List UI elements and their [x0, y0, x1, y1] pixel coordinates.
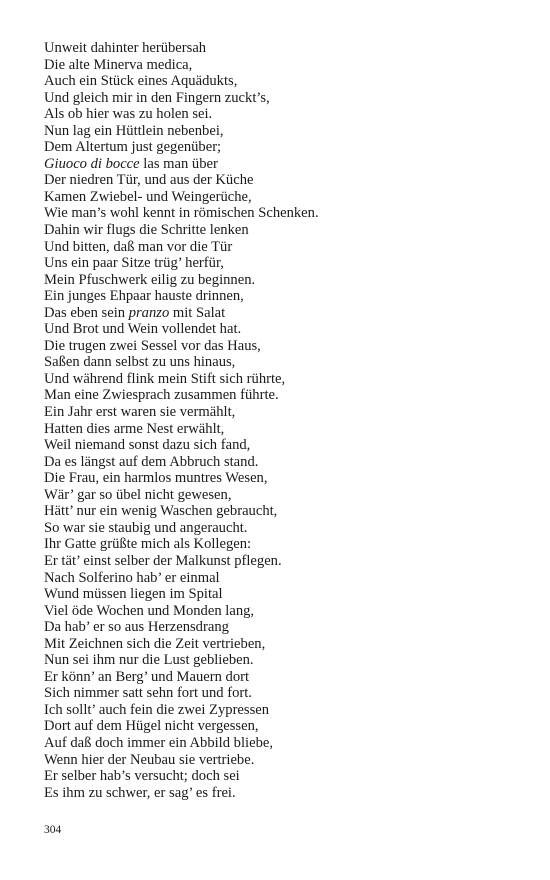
poem-line — [44, 553, 319, 570]
poem-line-segment: Mit Zeichnen sich die Zeit vertrieben, — [44, 635, 266, 652]
poem-line-segment: Auch ein Stück eines Aquädukts, — [44, 73, 238, 90]
poem-line-segment: Man eine Zwiesprach zusammen führte. — [44, 387, 279, 404]
poem-line-segment: Dahin wir flugs die Schritte lenken — [44, 222, 249, 239]
poem-line — [44, 603, 319, 620]
poem-line — [44, 255, 319, 272]
poem-line-segment: Kamen Zwiebel- und Weingerüche, — [44, 188, 252, 205]
poem-line-segment: Ich sollt’ auch fein die zwei Zypressen — [44, 701, 270, 718]
poem-line — [44, 487, 319, 504]
poem-line-segment: Als ob hier was zu holen sei. — [44, 106, 213, 123]
poem-line-segment: Unweit dahinter herübersah — [44, 40, 207, 56]
poem-line — [44, 354, 319, 371]
poem-line-segment: Saßen dann selbst zu uns hinaus, — [44, 354, 236, 371]
poem-line-segment: Er selber hab’s versucht; doch sei — [44, 768, 240, 785]
poem-line-segment: Es ihm zu schwer, er sag’ es frei. — [44, 784, 236, 801]
poem-line — [44, 702, 319, 719]
poem-line — [44, 636, 319, 653]
poem-line — [44, 437, 319, 454]
poem-line-segment: So war sie staubig und angeraucht. — [44, 519, 248, 536]
poem-line-segment: Die trugen zwei Sessel vor das Haus, — [44, 337, 261, 354]
poem-line-segment: Sich nimmer satt sehn fort und fort. — [44, 685, 252, 702]
poem-line-segment: Die Frau, ein harmlos muntres Wesen, — [44, 470, 268, 487]
poem-line-segment: Dort auf dem Hügel nicht vergessen, — [44, 718, 259, 735]
poem-line — [44, 536, 319, 553]
poem-line-segment: Ihr Gatte grüßte mich als Kollegen: — [44, 536, 252, 553]
poem-text — [44, 40, 319, 801]
poem-line-segment: Weil niemand sonst dazu sich fand, — [44, 437, 251, 454]
poem-line — [44, 503, 319, 520]
poem-line-segment: Auf daß doch immer ein Abbild bliebe, — [44, 734, 273, 751]
poem-line-segment: mit Salat — [169, 304, 226, 321]
poem-line-segment: Der niedren Tür, und aus der Küche — [44, 172, 254, 189]
poem-line-segment: Wär’ gar so übel nicht gewesen, — [44, 486, 232, 503]
poem-line — [44, 768, 319, 785]
poem-line-segment: Nach Solferino hab’ er einmal — [44, 569, 220, 586]
poem-line — [44, 652, 319, 669]
poem-line — [44, 371, 319, 388]
poem-line-segment: Er tät’ einst selber der Malkunst pflegen. — [44, 552, 282, 569]
poem-line — [44, 570, 319, 587]
poem-line — [44, 73, 319, 90]
poem-line-segment: Ein Jahr erst waren sie vermählt, — [44, 404, 236, 421]
poem-line-segment: Hätt’ nur ein wenig Waschen gebraucht, — [44, 503, 278, 520]
poem-line — [44, 321, 319, 338]
poem-line — [44, 90, 319, 107]
poem-line-segment: Mein Pfuschwerk eilig zu beginnen. — [44, 271, 256, 288]
poem-line-segment: las man über — [139, 155, 218, 172]
poem-line — [44, 338, 319, 355]
poem-line-segment: Wund müssen liegen im Spital — [44, 586, 223, 603]
poem-line-segment: Und bitten, daß man vor die Tür — [44, 238, 233, 255]
poem-line — [44, 421, 319, 438]
poem-line-segment: Da hab’ er so aus Herzensdrang — [44, 619, 229, 636]
poem-line — [44, 735, 319, 752]
poem-line — [44, 272, 319, 289]
poem-line — [44, 106, 319, 123]
poem-line-segment: Viel öde Wochen und Monden lang, — [44, 602, 255, 619]
poem-line — [44, 40, 319, 57]
poem-line-segment: Er könn’ an Berg’ und Mauern dort — [44, 668, 250, 685]
poem-line — [44, 685, 319, 702]
poem-line-italic-segment: pranzo — [128, 304, 170, 321]
poem-line-segment: Ein junges Ehpaar hauste drinnen, — [44, 288, 244, 305]
poem-line — [44, 752, 319, 769]
poem-line — [44, 470, 319, 487]
poem-line — [44, 239, 319, 256]
poem-line-segment: Das eben sein — [44, 304, 129, 321]
poem-line-segment: Da es längst auf dem Abbruch stand. — [44, 453, 259, 470]
poem-line — [44, 520, 319, 537]
poem-line — [44, 454, 319, 471]
poem-line-segment: Wie man’s wohl kennt in römischen Schenken. — [44, 205, 319, 222]
poem-line — [44, 222, 319, 239]
poem-line — [44, 205, 319, 222]
poem-line-segment: Und gleich mir in den Fingern zuckt’s, — [44, 89, 270, 106]
poem-line-segment: Nun sei ihm nur die Lust geblieben. — [44, 652, 254, 669]
poem-line-segment: Die alte Minerva medica, — [44, 56, 193, 73]
poem-line — [44, 669, 319, 686]
poem-line-segment: Hatten dies arme Nest erwählt, — [44, 420, 225, 437]
poem-line-segment: Wenn hier der Neubau sie vertriebe. — [44, 751, 255, 768]
poem-line — [44, 718, 319, 735]
poem-line-italic-segment: Giuoco di bocce — [44, 155, 140, 172]
page-number: 304 — [44, 824, 62, 836]
poem-line-segment: Uns ein paar Sitze trüg’ herfür, — [44, 255, 224, 272]
poem-line — [44, 586, 319, 603]
poem-line — [44, 404, 319, 421]
poem-line — [44, 172, 319, 189]
poem-line — [44, 139, 319, 156]
poem-line-segment: Und während flink mein Stift sich rührte, — [44, 370, 286, 387]
poem-line-segment: Nun lag ein Hüttlein nebenbei, — [44, 122, 224, 139]
poem-line — [44, 189, 319, 206]
poem-line-segment: Und Brot und Wein vollendet hat. — [44, 321, 242, 338]
poem-line — [44, 57, 319, 74]
poem-line — [44, 785, 319, 802]
poem-line — [44, 156, 319, 173]
poem-line — [44, 288, 319, 305]
poem-line — [44, 305, 319, 322]
poem-line-segment: Dem Altertum just gegenüber; — [44, 139, 222, 156]
poem-line — [44, 387, 319, 404]
poem-line — [44, 123, 319, 140]
poem-line — [44, 619, 319, 636]
